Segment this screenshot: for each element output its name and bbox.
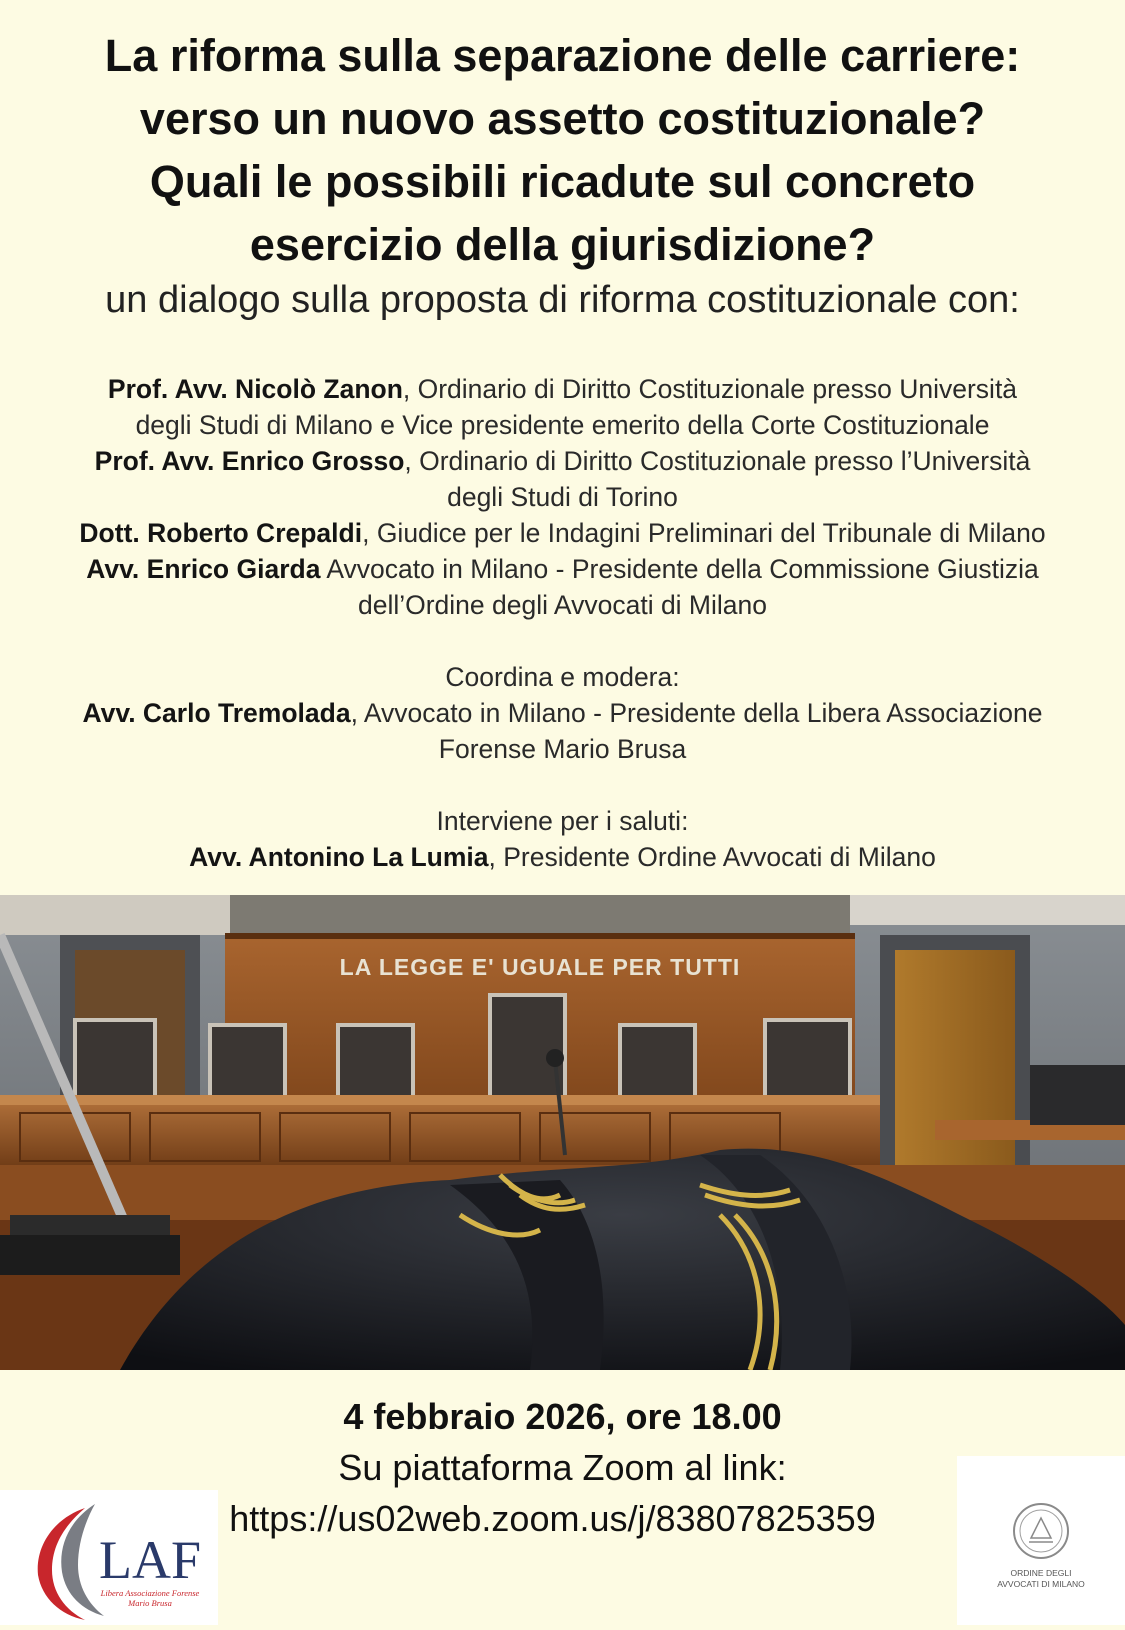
speaker-2 [10, 443, 1115, 479]
speaker-name: Prof. Avv. Nicolò Zanon [107, 374, 403, 404]
moderator [10, 695, 1115, 731]
speaker-name: Dott. Roberto Crepaldi [79, 518, 363, 548]
speaker-role: , Giudice per le Indagini Preliminari del Tribunale di Milano [362, 518, 1046, 548]
title-line-1: La riforma sulla separazione delle carriere: [104, 30, 1021, 81]
greetings-speaker [10, 839, 1115, 875]
zoom-link[interactable]: https://us02web.zoom.us/j/83807825359 [229, 1498, 876, 1539]
laf-caption-1: Libera Associazione Forense [100, 1588, 200, 1598]
laf-mark-text: LAF [98, 1530, 202, 1590]
speakers-list [10, 371, 1115, 875]
greetings-role: , Presidente Ordine Avvocati di Milano [488, 842, 936, 872]
speaker-4-role-cont: dell’Ordine degli Avvocati di Milano [357, 590, 768, 620]
greetings-heading: Interviene per i saluti: [436, 806, 689, 836]
ordine-avvocati-logo [957, 1456, 1125, 1625]
moderator-role-cont: Forense Mario Brusa [438, 734, 687, 764]
speaker-name: Prof. Avv. Enrico Grosso [94, 446, 405, 476]
subtitle: un dialogo sulla proposta di riforma costituzionale con: [105, 279, 1020, 321]
event-platform: Su piattaforma Zoom al link: [338, 1447, 787, 1488]
spacer [10, 767, 1115, 803]
inscription: LA LEGGE E' UGUALE PER TUTTI [339, 954, 741, 980]
speaker-role: , Ordinario di Diritto Costituzionale presso l’Università [404, 446, 1031, 476]
title-line-3: Quali le possibili ricadute sul concreto [149, 156, 976, 207]
speaker-2-role-cont: degli Studi di Torino [447, 482, 678, 512]
event-date: 4 febbraio 2026, ore 18.00 [343, 1396, 782, 1437]
speaker-1-role-cont: degli Studi di Milano e Vice presidente emerito della Corte Costituzionale [135, 410, 990, 440]
laf-caption-2: Mario Brusa [128, 1598, 172, 1608]
title-line-2: verso un nuovo assetto costituzionale? [139, 93, 986, 144]
ordine-caption-2: AVVOCATI DI MILANO [997, 1579, 1085, 1589]
laf-logo [0, 1490, 218, 1625]
ordine-seal [957, 1456, 1125, 1625]
speaker-4 [10, 551, 1115, 587]
title-line-4: esercizio della giurisdizione? [249, 219, 876, 270]
spacer [10, 623, 1115, 659]
speaker-3 [10, 515, 1115, 551]
greetings-name: Avv. Antonino La Lumia [189, 842, 489, 872]
ordine-caption-1: ORDINE DEGLI [1010, 1568, 1072, 1578]
moderator-role: , Avvocato in Milano - Presidente della Libera Associazione [350, 698, 1043, 728]
laf-logo-mark [0, 1490, 218, 1625]
speaker-1 [10, 371, 1115, 407]
courtroom-illustration [0, 895, 1125, 1370]
moderator-name: Avv. Carlo Tremolada [82, 698, 351, 728]
event-title [0, 24, 1125, 276]
courtroom-photo [0, 895, 1125, 1370]
speaker-role: , Ordinario di Diritto Costituzionale presso Università [402, 374, 1018, 404]
speaker-role: Avvocato in Milano - Presidente della Commissione Giustizia [320, 554, 1039, 584]
speaker-name: Avv. Enrico Giarda [86, 554, 321, 584]
moderator-heading: Coordina e modera: [445, 662, 680, 692]
